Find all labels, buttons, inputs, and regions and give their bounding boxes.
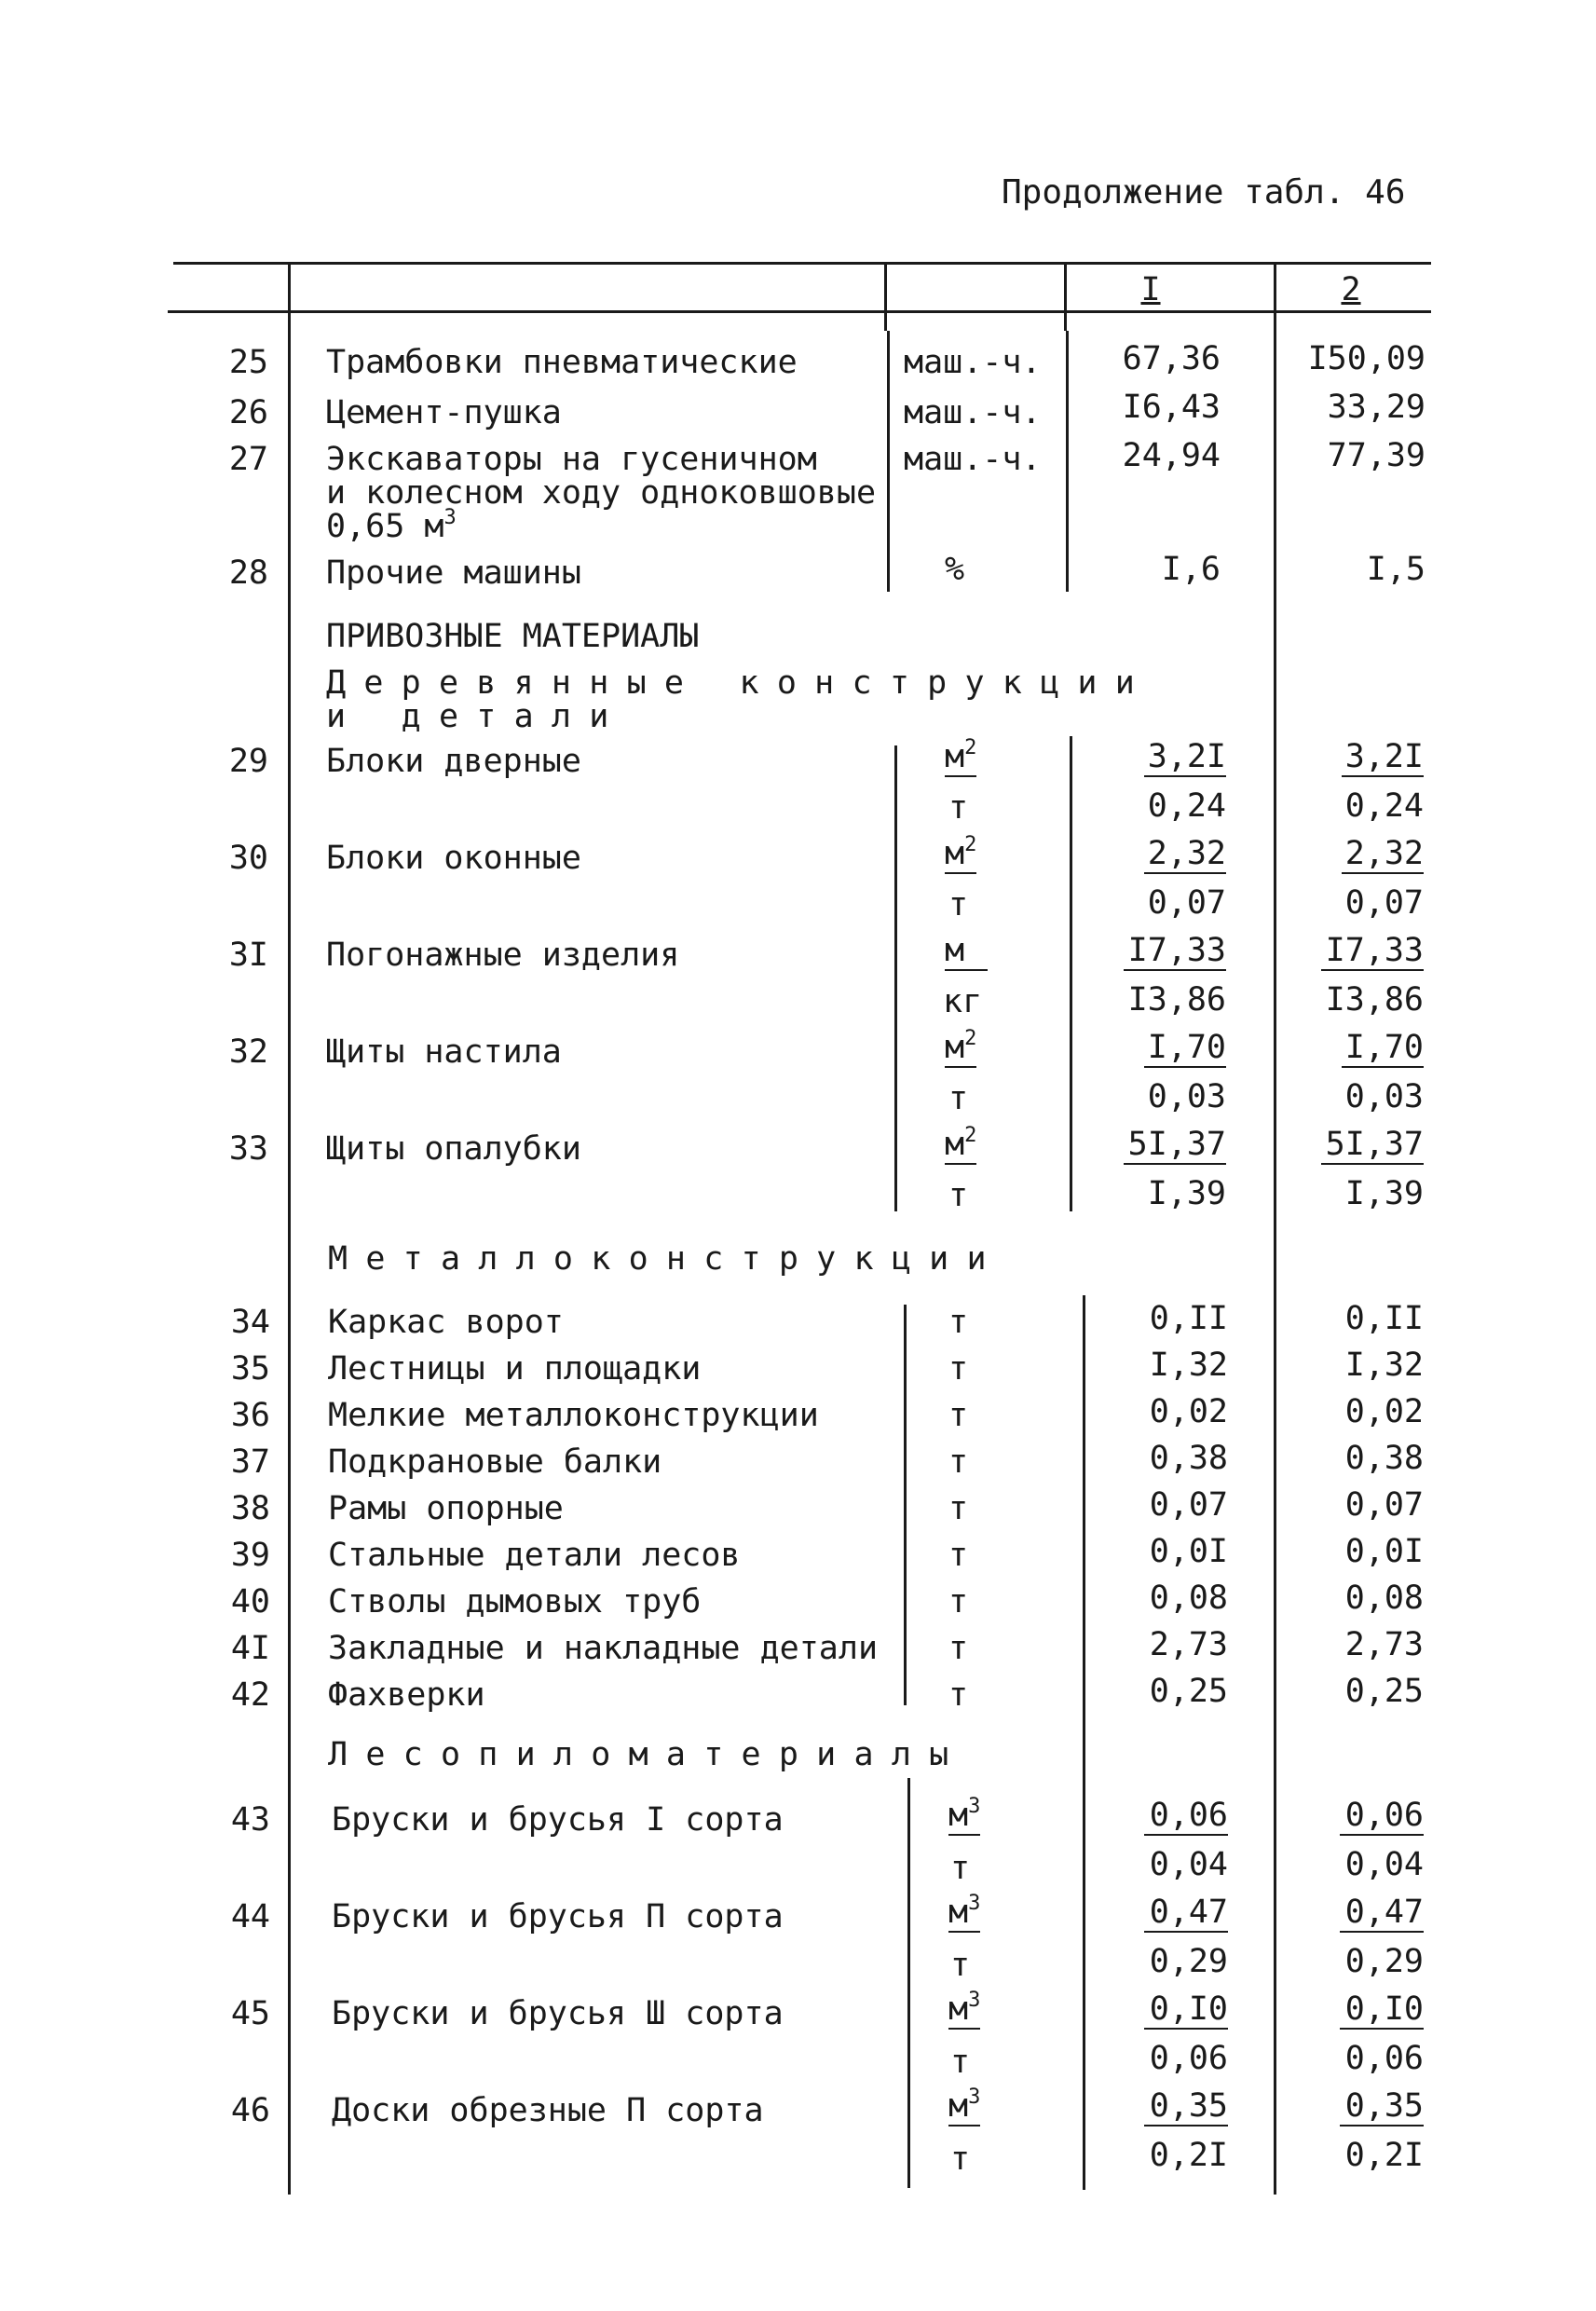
header-col2: 2 xyxy=(1341,271,1361,308)
row-value-col2-primary: 0,I0 xyxy=(1340,1990,1424,2030)
row-number: 42 xyxy=(230,1676,270,1714)
row-name: Мелкие металлоконструкции xyxy=(328,1397,819,1434)
row-unit: т xyxy=(948,1304,969,1341)
rule-unit-column-lumber xyxy=(907,1778,910,2188)
row-name: Закладные и накладные детали xyxy=(328,1630,879,1667)
row-number: 3I xyxy=(228,937,268,974)
header-bottom-rule xyxy=(168,310,1431,313)
row-value-col1: 0,38 xyxy=(1149,1440,1228,1477)
row-value-col1-secondary: 0,03 xyxy=(1147,1078,1226,1115)
row-value-col1: 67,36 xyxy=(1122,340,1221,377)
row-number: 45 xyxy=(230,1995,270,2032)
row-number: 33 xyxy=(228,1130,268,1168)
row-unit-secondary: т xyxy=(948,1080,969,1117)
row-value-col2: 0,0I xyxy=(1344,1533,1424,1570)
row-value-col2-primary: 2,32 xyxy=(1342,835,1424,874)
row-name: Цемент-пушка xyxy=(326,394,562,431)
row-name: Каркас ворот xyxy=(328,1304,564,1341)
superscript: 3 xyxy=(968,1989,981,2012)
row-unit-secondary: т xyxy=(950,1850,971,1887)
row-unit-primary: $м^3$ xyxy=(948,1892,981,1931)
row-value-col1: I6,43 xyxy=(1122,389,1221,426)
row-value-col2-secondary: 0,24 xyxy=(1344,787,1424,825)
row-number: 39 xyxy=(230,1537,270,1574)
row-unit-primary: $м^2$ xyxy=(945,833,977,872)
row-value-col2-primary: 0,06 xyxy=(1340,1797,1424,1836)
row-name-line3: 0,65 $м^3$ xyxy=(326,506,457,545)
rule-unit-column-wood xyxy=(894,745,897,1211)
section-subheading: Деревянные конструкции xyxy=(326,664,1153,702)
row-number: 27 xyxy=(228,441,268,478)
row-unit: маш.-ч. xyxy=(904,441,1042,478)
row-value-col1-primary: 0,06 xyxy=(1144,1797,1228,1836)
rule-unit-column xyxy=(884,264,887,331)
row-value-col1-secondary: 0,2I xyxy=(1149,2137,1228,2174)
row-name: Рамы опорные xyxy=(328,1490,564,1527)
row-name: Фахверки xyxy=(328,1676,485,1714)
row-value-col2-primary: I,70 xyxy=(1342,1029,1424,1068)
row-unit-secondary: т xyxy=(950,1947,971,1984)
row-value-col2: 0,II xyxy=(1344,1300,1424,1337)
row-number: 34 xyxy=(230,1304,270,1341)
row-value-col2: 0,08 xyxy=(1344,1579,1424,1617)
row-value-col2: I,5 xyxy=(1366,551,1425,588)
row-value-col2-primary: 0,47 xyxy=(1340,1894,1424,1933)
row-number: 26 xyxy=(228,394,268,431)
row-number: 38 xyxy=(230,1490,270,1527)
row-number: 40 xyxy=(230,1583,270,1620)
row-unit-secondary: т xyxy=(950,2140,971,2178)
row-unit: т xyxy=(948,1350,969,1388)
section-heading: ПРИВОЗНЫЕ МАТЕРИАЛЫ xyxy=(326,618,700,655)
header-col1: I xyxy=(1140,271,1161,308)
row-value-col1-secondary: 0,07 xyxy=(1147,884,1226,922)
row-value-col2-secondary: 0,07 xyxy=(1344,884,1424,922)
row-value-col2: I,32 xyxy=(1344,1347,1424,1384)
superscript: 3 xyxy=(968,2085,981,2109)
superscript: 2 xyxy=(964,1124,977,1147)
row-name: Бруски и брусья П сорта xyxy=(332,1898,784,1935)
row-value-col1: 0,07 xyxy=(1149,1486,1228,1524)
row-value-col2-primary: 0,35 xyxy=(1340,2087,1424,2126)
rule-number-column-body xyxy=(288,331,291,2195)
row-value-col1-primary: I7,33 xyxy=(1124,932,1226,971)
row-unit: т xyxy=(948,1397,969,1434)
row-name: Блоки оконные xyxy=(326,840,581,877)
row-value-col2: 0,02 xyxy=(1344,1393,1424,1430)
row-value-col1-secondary: 0,04 xyxy=(1149,1846,1228,1883)
row-value-col1-secondary: 0,29 xyxy=(1149,1943,1228,1980)
row-number: 37 xyxy=(230,1443,270,1481)
row-name: Трамбовки пневматические xyxy=(326,344,798,381)
row-value-col1-secondary: 0,24 xyxy=(1147,787,1226,825)
row-unit-primary: $м^3$ xyxy=(948,1989,981,2028)
row-value-col1-secondary: I,39 xyxy=(1147,1175,1226,1212)
row-value-col2: 0,38 xyxy=(1344,1440,1424,1477)
row-value-col1: I,6 xyxy=(1161,551,1221,588)
row-value-col2-primary: 3,2I xyxy=(1342,738,1424,777)
row-value-col1: I,32 xyxy=(1149,1347,1228,1384)
row-value-col2-primary: I7,33 xyxy=(1321,932,1424,971)
row-value-col2-secondary: 0,06 xyxy=(1344,2040,1424,2077)
row-value-col2-secondary: 0,29 xyxy=(1344,1943,1424,1980)
row-value-col1-primary: I,70 xyxy=(1144,1029,1226,1068)
row-number: 28 xyxy=(228,554,268,592)
row-number: 35 xyxy=(230,1350,270,1388)
row-name: Прочие машины xyxy=(326,554,581,592)
row-name: Блоки дверные xyxy=(326,743,581,780)
row-value-col2-primary: 5I,37 xyxy=(1321,1126,1424,1165)
row-unit: маш.-ч. xyxy=(904,344,1042,381)
row-number: 25 xyxy=(228,344,268,381)
row-name: Щиты опалубки xyxy=(326,1130,581,1168)
rule-col1-wood xyxy=(1070,736,1072,1211)
row-number: 32 xyxy=(228,1033,268,1071)
row-number: 46 xyxy=(230,2092,270,2129)
table-caption: Продолжение табл. 46 xyxy=(1002,173,1406,212)
row-name: Стальные детали лесов xyxy=(328,1537,741,1574)
rule-col1-lower xyxy=(1083,1295,1085,2190)
row-unit-primary: $м^2$ xyxy=(945,1124,977,1163)
row-unit-secondary: кг xyxy=(943,983,983,1020)
row-value-col1-secondary: 0,06 xyxy=(1149,2040,1228,2077)
row-unit-primary: $м^2$ xyxy=(945,736,977,775)
row-name: Бруски и брусья I сорта xyxy=(332,1801,784,1839)
row-value-col1: 0,II xyxy=(1149,1300,1228,1337)
row-unit: маш.-ч. xyxy=(904,394,1042,431)
row-value-col1: 24,94 xyxy=(1122,437,1221,474)
row-number: 30 xyxy=(228,840,268,877)
rule-col2-body xyxy=(1274,331,1276,2195)
row-name: Лестницы и площадки xyxy=(328,1350,702,1388)
rule-col1-block1 xyxy=(1066,331,1069,592)
row-unit: % xyxy=(945,551,965,588)
row-value-col2-secondary: 0,04 xyxy=(1344,1846,1424,1883)
row-value-col1: 0,08 xyxy=(1149,1579,1228,1617)
row-unit: т xyxy=(948,1537,969,1574)
row-value-col1-primary: 0,47 xyxy=(1144,1894,1228,1933)
row-unit-secondary: т xyxy=(948,886,969,923)
row-value-col1-primary: 0,35 xyxy=(1144,2087,1228,2126)
row-name: Погонажные изделия xyxy=(326,937,680,974)
rule-number-column xyxy=(288,264,291,331)
row-name: Бруски и брусья Ш сорта xyxy=(332,1995,784,2032)
row-name: Подкрановые балки xyxy=(328,1443,662,1481)
row-value-col1-primary: 2,32 xyxy=(1144,835,1226,874)
row-number: 43 xyxy=(230,1801,270,1839)
section-subheading: Лесопиломатериалы xyxy=(328,1736,967,1773)
row-unit-primary: $м^3$ xyxy=(948,2085,981,2125)
rule-unit-column-metal xyxy=(904,1305,907,1705)
row-value-col1-secondary: I3,86 xyxy=(1127,981,1226,1019)
row-value-col2: 77,39 xyxy=(1327,437,1425,474)
row-value-col2-secondary: 0,03 xyxy=(1344,1078,1424,1115)
row-value-col1-primary: 3,2I xyxy=(1144,738,1226,777)
row-value-col1: 2,73 xyxy=(1149,1626,1228,1663)
row-name-line2: и колесном ходу одноковшовые xyxy=(326,474,877,512)
row-value-col2: 2,73 xyxy=(1344,1626,1424,1663)
superscript: 3 xyxy=(968,1795,981,1818)
rule-col2 xyxy=(1274,264,1276,331)
row-number: 44 xyxy=(230,1898,270,1935)
row-unit: т xyxy=(948,1630,969,1667)
row-name: Доски обрезные П сорта xyxy=(332,2092,764,2129)
row-value-col2: 33,29 xyxy=(1327,389,1425,426)
superscript: 2 xyxy=(964,736,977,759)
row-unit-secondary: т xyxy=(948,789,969,827)
row-value-col1: 0,0I xyxy=(1149,1533,1228,1570)
row-unit-secondary: т xyxy=(950,2044,971,2081)
row-value-col2-secondary: I3,86 xyxy=(1325,981,1424,1019)
row-value-col1-primary: 5I,37 xyxy=(1124,1126,1226,1165)
superscript: 3 xyxy=(443,506,457,529)
row-name: Стволы дымовых труб xyxy=(328,1583,702,1620)
header-top-rule xyxy=(173,262,1431,265)
row-unit-secondary: т xyxy=(948,1177,969,1214)
row-number: 29 xyxy=(228,743,268,780)
row-unit: т xyxy=(948,1583,969,1620)
row-number: 36 xyxy=(230,1397,270,1434)
row-unit-primary: $м^3$ xyxy=(948,1795,981,1834)
row-unit-primary: $м^2$ xyxy=(945,1027,977,1066)
section-subheading: Металлоконструкции xyxy=(328,1240,1004,1278)
row-value-col1: 0,25 xyxy=(1149,1673,1228,1710)
rule-unit-column-block1 xyxy=(887,331,890,592)
row-value-col1: 0,02 xyxy=(1149,1393,1228,1430)
superscript: 2 xyxy=(964,1027,977,1050)
row-value-col2-secondary: 0,2I xyxy=(1344,2137,1424,2174)
row-value-col2: I50,09 xyxy=(1307,340,1425,377)
section-subheading: и детали xyxy=(326,698,627,735)
row-value-col2: 0,25 xyxy=(1344,1673,1424,1710)
row-name: Щиты настила xyxy=(326,1033,562,1071)
row-number: 4I xyxy=(230,1630,270,1667)
row-name-line1: Экскаваторы на гусеничном xyxy=(326,441,817,478)
row-unit: т xyxy=(948,1676,969,1714)
row-unit: т xyxy=(948,1490,969,1527)
rule-col1 xyxy=(1064,264,1067,331)
row-value-col2: 0,07 xyxy=(1344,1486,1424,1524)
superscript: 2 xyxy=(964,833,977,856)
row-unit: т xyxy=(948,1443,969,1481)
superscript: 3 xyxy=(968,1892,981,1915)
row-value-col1-primary: 0,I0 xyxy=(1144,1990,1228,2030)
row-unit-primary: м xyxy=(945,932,988,971)
row-value-col2-secondary: I,39 xyxy=(1344,1175,1424,1212)
